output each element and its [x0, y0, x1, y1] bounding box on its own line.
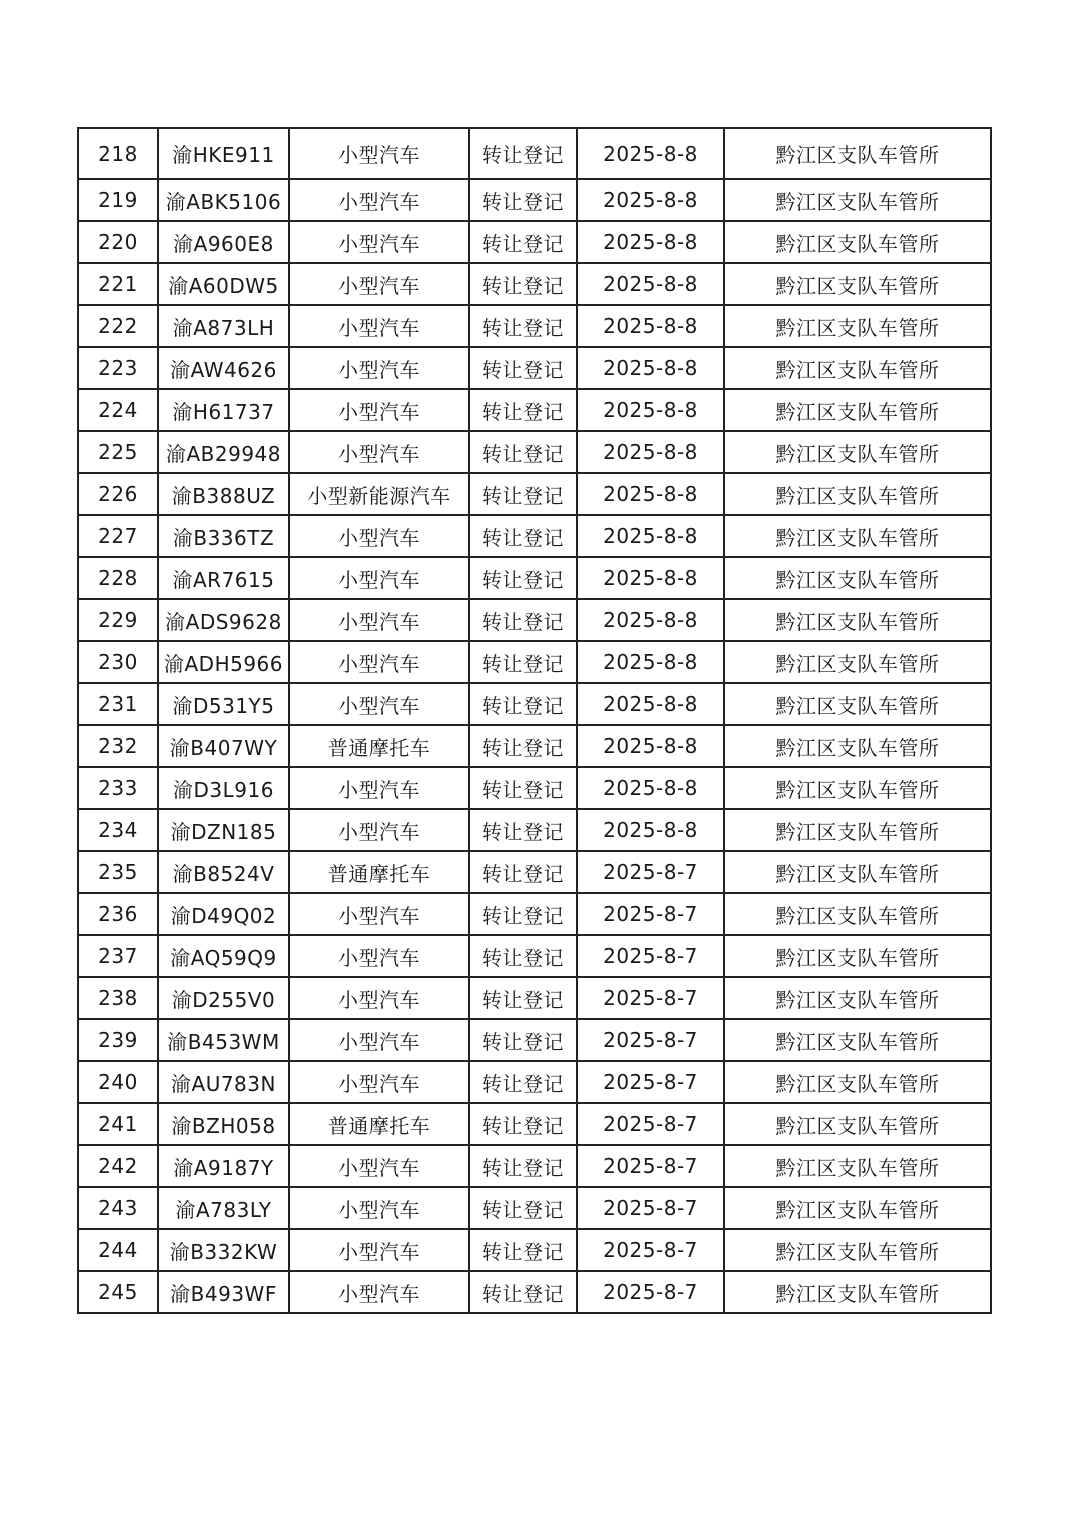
row-number-cell: 228: [78, 557, 158, 599]
plate-number-cell: 渝B336TZ: [158, 515, 289, 557]
row-number-cell: 240: [78, 1061, 158, 1103]
vehicle-type-cell: 小型汽车: [289, 347, 469, 389]
business-type-cell: 转让登记: [469, 683, 577, 725]
business-type-cell: 转让登记: [469, 347, 577, 389]
date-cell: 2025-8-7: [577, 977, 724, 1019]
date-cell: 2025-8-7: [577, 1145, 724, 1187]
date-cell: 2025-8-8: [577, 347, 724, 389]
office-cell: 黔江区支队车管所: [724, 473, 991, 515]
table-row: [78, 1061, 991, 1103]
plate-number-cell: 渝B332KW: [158, 1229, 289, 1271]
office-cell: 黔江区支队车管所: [724, 1019, 991, 1061]
vehicle-type-cell: 小型新能源汽车: [289, 473, 469, 515]
plate-number-cell: 渝B8524V: [158, 851, 289, 893]
vehicle-type-cell: 小型汽车: [289, 683, 469, 725]
business-type-cell: 转让登记: [469, 1145, 577, 1187]
plate-number-cell: 渝HKE911: [158, 128, 289, 179]
business-type-cell: 转让登记: [469, 389, 577, 431]
table-row: [78, 1271, 991, 1313]
table-row: [78, 431, 991, 473]
plate-number-cell: 渝BZH058: [158, 1103, 289, 1145]
date-cell: 2025-8-8: [577, 431, 724, 473]
table-body: [78, 128, 991, 1313]
date-cell: 2025-8-7: [577, 1019, 724, 1061]
business-type-cell: 转让登记: [469, 263, 577, 305]
plate-number-cell: 渝ADS9628: [158, 599, 289, 641]
business-type-cell: 转让登记: [469, 725, 577, 767]
row-number-cell: 243: [78, 1187, 158, 1229]
date-cell: 2025-8-8: [577, 389, 724, 431]
office-cell: 黔江区支队车管所: [724, 599, 991, 641]
table-row: [78, 809, 991, 851]
office-cell: 黔江区支队车管所: [724, 515, 991, 557]
date-cell: 2025-8-8: [577, 179, 724, 221]
office-cell: 黔江区支队车管所: [724, 935, 991, 977]
vehicle-type-cell: 小型汽车: [289, 179, 469, 221]
business-type-cell: 转让登记: [469, 809, 577, 851]
vehicle-type-cell: 普通摩托车: [289, 851, 469, 893]
row-number-cell: 241: [78, 1103, 158, 1145]
date-cell: 2025-8-7: [577, 1229, 724, 1271]
vehicle-type-cell: 小型汽车: [289, 221, 469, 263]
vehicle-type-cell: 小型汽车: [289, 1229, 469, 1271]
vehicle-type-cell: 小型汽车: [289, 641, 469, 683]
table-row: [78, 179, 991, 221]
table-row: [78, 221, 991, 263]
office-cell: 黔江区支队车管所: [724, 977, 991, 1019]
vehicle-type-cell: 小型汽车: [289, 809, 469, 851]
table-row: [78, 557, 991, 599]
office-cell: 黔江区支队车管所: [724, 431, 991, 473]
table-row: [78, 1187, 991, 1229]
office-cell: 黔江区支队车管所: [724, 179, 991, 221]
vehicle-type-cell: 小型汽车: [289, 1145, 469, 1187]
date-cell: 2025-8-7: [577, 851, 724, 893]
business-type-cell: 转让登记: [469, 515, 577, 557]
vehicle-type-cell: 普通摩托车: [289, 1103, 469, 1145]
plate-number-cell: 渝AB29948: [158, 431, 289, 473]
date-cell: 2025-8-8: [577, 599, 724, 641]
table-row: [78, 767, 991, 809]
date-cell: 2025-8-8: [577, 641, 724, 683]
business-type-cell: 转让登记: [469, 893, 577, 935]
vehicle-type-cell: 小型汽车: [289, 389, 469, 431]
table-row: [78, 263, 991, 305]
date-cell: 2025-8-7: [577, 1271, 724, 1313]
row-number-cell: 242: [78, 1145, 158, 1187]
business-type-cell: 转让登记: [469, 641, 577, 683]
date-cell: 2025-8-7: [577, 1061, 724, 1103]
table-row: [78, 683, 991, 725]
row-number-cell: 233: [78, 767, 158, 809]
row-number-cell: 230: [78, 641, 158, 683]
office-cell: 黔江区支队车管所: [724, 557, 991, 599]
vehicle-type-cell: 小型汽车: [289, 1271, 469, 1313]
date-cell: 2025-8-7: [577, 1187, 724, 1229]
table-row: [78, 641, 991, 683]
business-type-cell: 转让登记: [469, 1271, 577, 1313]
office-cell: 黔江区支队车管所: [724, 305, 991, 347]
business-type-cell: 转让登记: [469, 851, 577, 893]
table-row: [78, 389, 991, 431]
business-type-cell: 转让登记: [469, 179, 577, 221]
row-number-cell: 223: [78, 347, 158, 389]
row-number-cell: 224: [78, 389, 158, 431]
office-cell: 黔江区支队车管所: [724, 263, 991, 305]
vehicle-type-cell: 小型汽车: [289, 557, 469, 599]
business-type-cell: 转让登记: [469, 1061, 577, 1103]
plate-number-cell: 渝A783LY: [158, 1187, 289, 1229]
row-number-cell: 237: [78, 935, 158, 977]
date-cell: 2025-8-8: [577, 221, 724, 263]
date-cell: 2025-8-8: [577, 128, 724, 179]
date-cell: 2025-8-8: [577, 767, 724, 809]
office-cell: 黔江区支队车管所: [724, 1103, 991, 1145]
business-type-cell: 转让登记: [469, 473, 577, 515]
row-number-cell: 225: [78, 431, 158, 473]
vehicle-type-cell: 小型汽车: [289, 1019, 469, 1061]
plate-number-cell: 渝D49Q02: [158, 893, 289, 935]
plate-number-cell: 渝ADH5966: [158, 641, 289, 683]
office-cell: 黔江区支队车管所: [724, 221, 991, 263]
date-cell: 2025-8-8: [577, 809, 724, 851]
office-cell: 黔江区支队车管所: [724, 1145, 991, 1187]
vehicle-type-cell: 小型汽车: [289, 431, 469, 473]
vehicle-type-cell: 小型汽车: [289, 893, 469, 935]
row-number-cell: 218: [78, 128, 158, 179]
row-number-cell: 220: [78, 221, 158, 263]
table-row: [78, 725, 991, 767]
table-row: [78, 977, 991, 1019]
office-cell: 黔江区支队车管所: [724, 128, 991, 179]
vehicle-type-cell: 小型汽车: [289, 1061, 469, 1103]
table-row: [78, 515, 991, 557]
office-cell: 黔江区支队车管所: [724, 389, 991, 431]
row-number-cell: 221: [78, 263, 158, 305]
office-cell: 黔江区支队车管所: [724, 1229, 991, 1271]
row-number-cell: 235: [78, 851, 158, 893]
vehicle-type-cell: 小型汽车: [289, 599, 469, 641]
date-cell: 2025-8-7: [577, 893, 724, 935]
date-cell: 2025-8-8: [577, 473, 724, 515]
date-cell: 2025-8-8: [577, 263, 724, 305]
business-type-cell: 转让登记: [469, 221, 577, 263]
plate-number-cell: 渝AQ59Q9: [158, 935, 289, 977]
table-row: [78, 851, 991, 893]
date-cell: 2025-8-8: [577, 305, 724, 347]
vehicle-type-cell: 小型汽车: [289, 128, 469, 179]
date-cell: 2025-8-8: [577, 683, 724, 725]
table-row: [78, 473, 991, 515]
table-row: [78, 305, 991, 347]
plate-number-cell: 渝AR7615: [158, 557, 289, 599]
plate-number-cell: 渝A873LH: [158, 305, 289, 347]
office-cell: 黔江区支队车管所: [724, 641, 991, 683]
office-cell: 黔江区支队车管所: [724, 725, 991, 767]
plate-number-cell: 渝B493WF: [158, 1271, 289, 1313]
business-type-cell: 转让登记: [469, 557, 577, 599]
vehicle-type-cell: 小型汽车: [289, 977, 469, 1019]
plate-number-cell: 渝A60DW5: [158, 263, 289, 305]
vehicle-type-cell: 小型汽车: [289, 935, 469, 977]
row-number-cell: 239: [78, 1019, 158, 1061]
row-number-cell: 231: [78, 683, 158, 725]
date-cell: 2025-8-7: [577, 935, 724, 977]
plate-number-cell: 渝AU783N: [158, 1061, 289, 1103]
row-number-cell: 244: [78, 1229, 158, 1271]
plate-number-cell: 渝D3L916: [158, 767, 289, 809]
table-row: [78, 1229, 991, 1271]
business-type-cell: 转让登记: [469, 977, 577, 1019]
table-row: [78, 599, 991, 641]
table-row: [78, 128, 991, 179]
table-row: [78, 935, 991, 977]
plate-number-cell: 渝A960E8: [158, 221, 289, 263]
table-row: [78, 347, 991, 389]
row-number-cell: 226: [78, 473, 158, 515]
office-cell: 黔江区支队车管所: [724, 1271, 991, 1313]
business-type-cell: 转让登记: [469, 599, 577, 641]
date-cell: 2025-8-8: [577, 557, 724, 599]
table-row: [78, 1103, 991, 1145]
business-type-cell: 转让登记: [469, 1019, 577, 1061]
vehicle-type-cell: 小型汽车: [289, 1187, 469, 1229]
vehicle-type-cell: 小型汽车: [289, 263, 469, 305]
row-number-cell: 222: [78, 305, 158, 347]
office-cell: 黔江区支队车管所: [724, 683, 991, 725]
office-cell: 黔江区支队车管所: [724, 767, 991, 809]
vehicle-registration-table: [77, 127, 992, 1314]
plate-number-cell: 渝AW4626: [158, 347, 289, 389]
vehicle-type-cell: 小型汽车: [289, 767, 469, 809]
office-cell: 黔江区支队车管所: [724, 809, 991, 851]
business-type-cell: 转让登记: [469, 431, 577, 473]
plate-number-cell: 渝H61737: [158, 389, 289, 431]
row-number-cell: 229: [78, 599, 158, 641]
date-cell: 2025-8-8: [577, 725, 724, 767]
plate-number-cell: 渝DZN185: [158, 809, 289, 851]
vehicle-type-cell: 小型汽车: [289, 305, 469, 347]
row-number-cell: 245: [78, 1271, 158, 1313]
business-type-cell: 转让登记: [469, 767, 577, 809]
row-number-cell: 238: [78, 977, 158, 1019]
plate-number-cell: 渝B407WY: [158, 725, 289, 767]
row-number-cell: 227: [78, 515, 158, 557]
row-number-cell: 219: [78, 179, 158, 221]
plate-number-cell: 渝A9187Y: [158, 1145, 289, 1187]
business-type-cell: 转让登记: [469, 1229, 577, 1271]
date-cell: 2025-8-7: [577, 1103, 724, 1145]
date-cell: 2025-8-8: [577, 515, 724, 557]
plate-number-cell: 渝D255V0: [158, 977, 289, 1019]
office-cell: 黔江区支队车管所: [724, 851, 991, 893]
office-cell: 黔江区支队车管所: [724, 1061, 991, 1103]
table-row: [78, 893, 991, 935]
office-cell: 黔江区支队车管所: [724, 347, 991, 389]
row-number-cell: 234: [78, 809, 158, 851]
business-type-cell: 转让登记: [469, 128, 577, 179]
vehicle-type-cell: 小型汽车: [289, 515, 469, 557]
plate-number-cell: 渝B388UZ: [158, 473, 289, 515]
business-type-cell: 转让登记: [469, 1187, 577, 1229]
table-row: [78, 1019, 991, 1061]
table-row: [78, 1145, 991, 1187]
plate-number-cell: 渝D531Y5: [158, 683, 289, 725]
plate-number-cell: 渝B453WM: [158, 1019, 289, 1061]
office-cell: 黔江区支队车管所: [724, 1187, 991, 1229]
office-cell: 黔江区支队车管所: [724, 893, 991, 935]
row-number-cell: 236: [78, 893, 158, 935]
business-type-cell: 转让登记: [469, 935, 577, 977]
row-number-cell: 232: [78, 725, 158, 767]
business-type-cell: 转让登记: [469, 305, 577, 347]
business-type-cell: 转让登记: [469, 1103, 577, 1145]
vehicle-type-cell: 普通摩托车: [289, 725, 469, 767]
plate-number-cell: 渝ABK5106: [158, 179, 289, 221]
